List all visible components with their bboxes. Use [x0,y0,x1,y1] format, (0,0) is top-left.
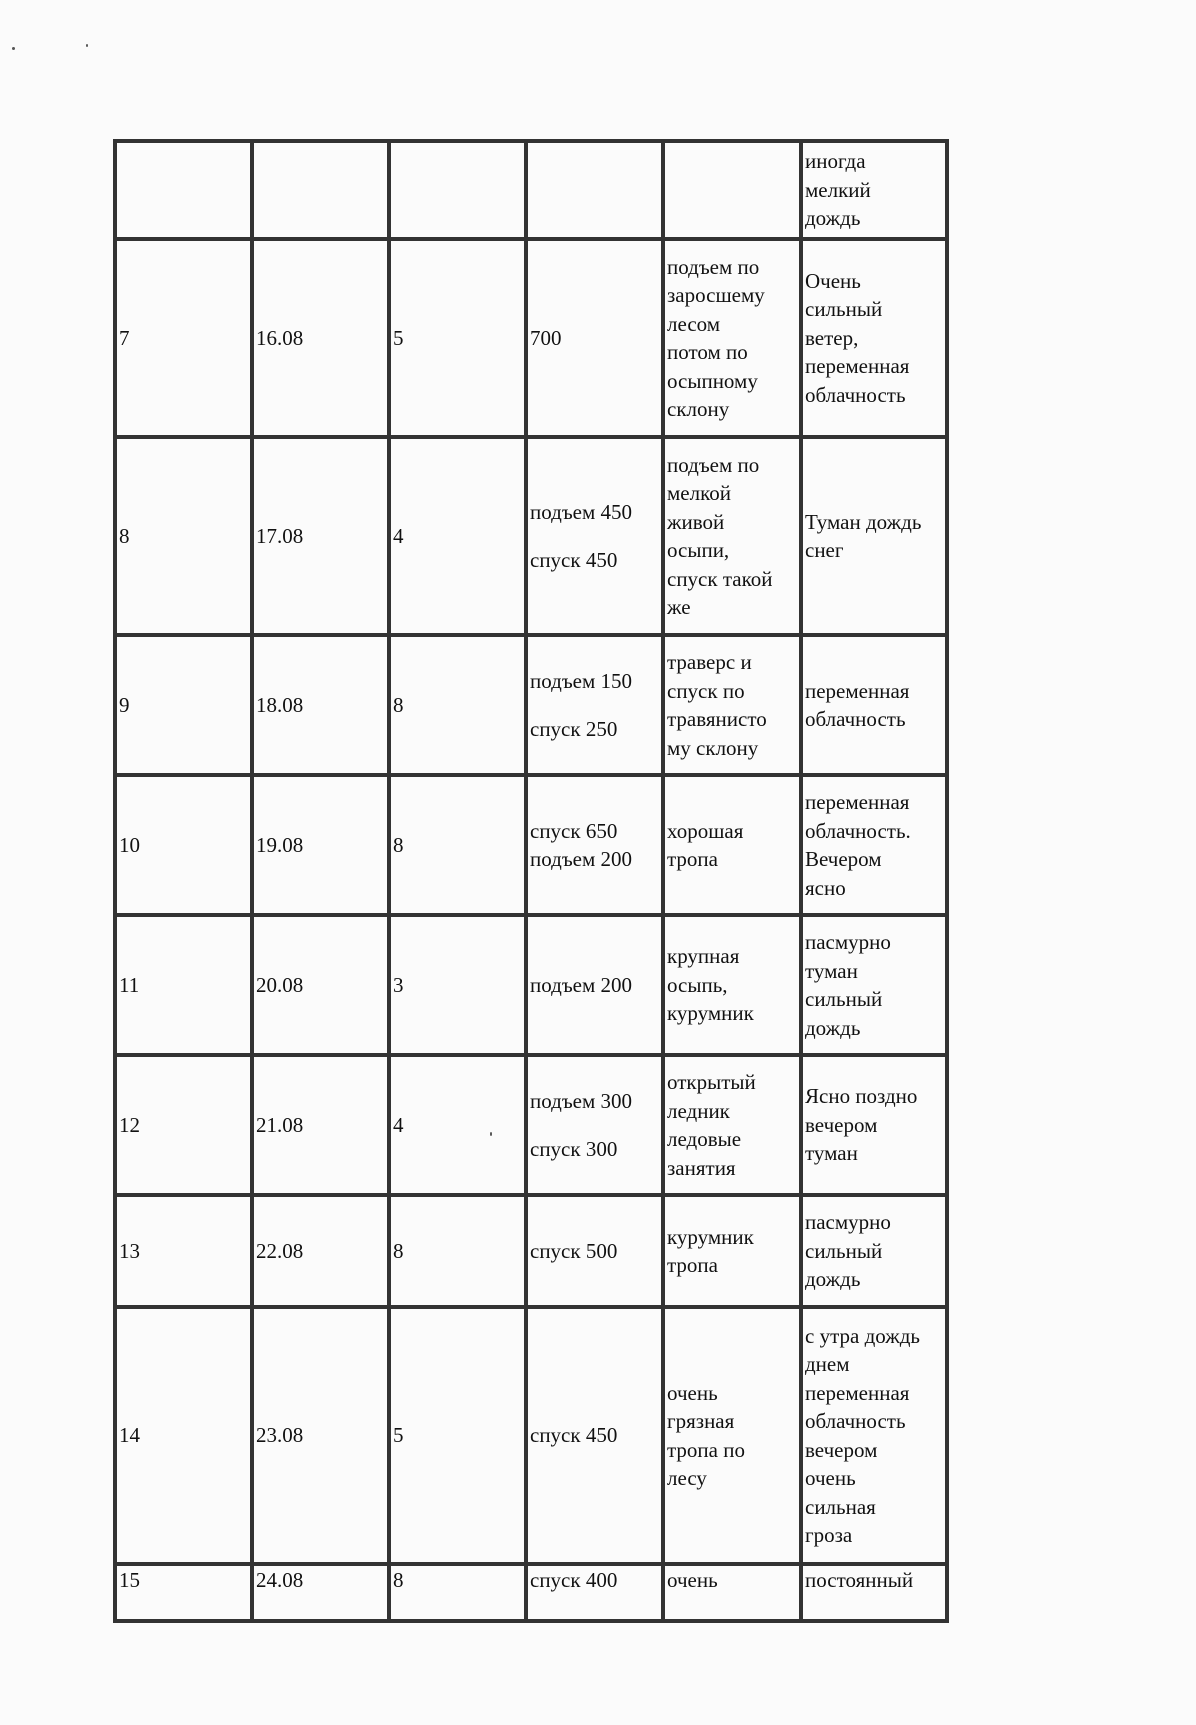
cell-line: подъем 300 [530,1088,633,1113]
table-row [115,775,947,915]
cell-line: Туман дождь [805,509,922,534]
cell-weather [801,1307,947,1564]
cell-hours [389,141,526,239]
cell-terrain [663,141,801,239]
cell-elevation [526,775,663,915]
cell-weather [801,775,947,915]
cell-date: 17.08 [252,437,389,635]
cell-line: спуск 300 [530,1137,618,1161]
cell-line: очень [667,1380,718,1405]
cell-elevation [526,915,663,1055]
cell-line: спуск 400 [530,1568,618,1592]
cell-line: очень [805,1466,856,1490]
cell-day-number: 10 [115,775,252,915]
cell-line: сильный [805,1238,883,1263]
cell-day-number: 14 [115,1307,252,1564]
cell-elevation [526,239,663,437]
cell-line: пасмурно [805,1210,891,1235]
cell-line: осыпь, [667,972,728,997]
cell-line: Ясно поздно [805,1084,918,1109]
cell-line: облачность [805,707,906,731]
cell-line: гроза [805,1523,853,1547]
cell-line: Очень [805,268,861,293]
cell-day-number: 13 [115,1195,252,1307]
cell-terrain [663,775,801,915]
cell-line: ветер, [805,325,859,350]
table-row [115,915,947,1055]
cell-date: 20.08 [252,915,389,1055]
cell-line: спуск 450 [530,548,618,572]
cell-line: мелкий [805,177,871,202]
cell-line: переменная [805,1380,910,1405]
cell-line: открытый [667,1070,756,1094]
cell-line: переменная [805,790,910,814]
table-row [115,1307,947,1564]
table-row [115,1195,947,1307]
cell-day-number: 8 [115,437,252,635]
cell-line: лесу [667,1466,707,1490]
cell-hours: 5 [389,239,526,437]
cell-hours: 3 [389,915,526,1055]
cell-line: спуск 250 [530,717,618,741]
cell-line: Вечером [805,847,882,871]
cell-line: грязная [667,1409,735,1433]
cell-elevation [526,141,663,239]
table-row [115,141,947,239]
cell-elevation [526,1055,663,1195]
cell-line: заросшему [667,283,765,307]
cell-date: 23.08 [252,1307,389,1564]
cell-line: сильный [805,987,883,1011]
cell-line: подъем 450 [530,499,633,524]
cell-weather [801,1195,947,1307]
cell-day-number: 11 [115,915,252,1055]
cell-line: дождь [805,206,861,231]
line-gap [530,526,659,546]
cell-line: туман [805,958,858,983]
cell-hours: 8 [389,1195,526,1307]
route-table [113,139,949,1623]
cell-line: пасмурно [805,930,891,954]
cell-day-number: 12 [115,1055,252,1195]
cell-weather [801,141,947,239]
cell-line: тропа по [667,1437,745,1462]
cell-line: лесом [667,311,721,336]
cell-line: 700 [530,325,562,350]
cell-line: крупная [667,944,740,969]
cell-line: мелкой [667,481,731,505]
scan-speck [86,44,88,47]
cell-line: сильная [805,1494,876,1519]
cell-line: подъем по [667,254,760,279]
cell-line: хорошая [667,818,744,843]
cell-line: осыпи, [667,538,730,562]
cell-day-number [115,141,252,239]
cell-terrain [663,915,801,1055]
cell-weather [801,1564,947,1621]
cell-date: 16.08 [252,239,389,437]
cell-line: ледник [667,1098,730,1123]
table-row [115,239,947,437]
cell-line: спуск 450 [530,1423,618,1448]
cell-line: спуск по [667,678,745,703]
cell-day-number: 15 [115,1564,252,1621]
cell-line: осыпному [667,368,758,393]
cell-terrain [663,1307,801,1564]
cell-line: постоянный [805,1568,914,1592]
route-table-wrapper [113,139,949,1623]
cell-line: тропа [667,1253,718,1277]
cell-weather [801,915,947,1055]
cell-elevation [526,1307,663,1564]
cell-line: вечером [805,1112,878,1137]
cell-hours: 4 [389,437,526,635]
cell-line: живой [667,509,725,534]
cell-terrain [663,1195,801,1307]
cell-terrain [663,635,801,775]
table-row [115,1055,947,1195]
cell-line: облачность. [805,818,911,843]
cell-terrain [663,1055,801,1195]
cell-line: травянисто [667,707,767,731]
cell-hours: 8 [389,775,526,915]
cell-line: курумник [667,1224,754,1249]
table-row [115,437,947,635]
cell-line: дождь [805,1015,861,1040]
route-table-body [115,141,947,1621]
cell-hours: 4 [389,1055,526,1195]
cell-line: облачность [805,382,906,407]
cell-line: подъем 150 [530,668,633,693]
cell-elevation [526,1564,663,1621]
cell-date: 18.08 [252,635,389,775]
cell-line: же [667,595,691,619]
cell-date: 22.08 [252,1195,389,1307]
line-gap [530,1115,659,1135]
cell-line: спуск такой [667,566,773,591]
scan-speck [490,1132,492,1136]
cell-line: снег [805,538,844,562]
cell-line: занятия [667,1155,736,1180]
cell-line: вечером [805,1437,878,1462]
cell-line: облачность [805,1409,906,1433]
cell-line: туман [805,1141,858,1166]
cell-line: курумник [667,1001,754,1026]
cell-weather [801,635,947,775]
cell-terrain [663,437,801,635]
cell-date: 24.08 [252,1564,389,1621]
cell-date: 21.08 [252,1055,389,1195]
cell-line: переменная [805,354,910,379]
cell-hours: 5 [389,1307,526,1564]
cell-line: ясно [805,875,846,900]
cell-line: му склону [667,735,759,760]
cell-hours: 8 [389,1564,526,1621]
cell-line: подъем 200 [530,972,633,997]
cell-terrain [663,1564,801,1621]
cell-elevation [526,1195,663,1307]
cell-line: подъем 200 [530,847,633,871]
cell-line: днем [805,1352,850,1376]
cell-day-number: 7 [115,239,252,437]
cell-terrain [663,239,801,437]
table-row [115,1564,947,1621]
cell-line: тропа [667,847,718,871]
cell-line: дождь [805,1267,861,1292]
cell-date: 19.08 [252,775,389,915]
cell-hours: 8 [389,635,526,775]
scan-speck [12,47,15,50]
cell-line: склону [667,397,730,421]
cell-line: потом по [667,340,748,364]
cell-line: подъем по [667,452,760,477]
cell-line: иногда [805,149,866,174]
cell-elevation [526,437,663,635]
cell-line: спуск 500 [530,1238,618,1263]
cell-elevation [526,635,663,775]
cell-line: спуск 650 [530,818,618,843]
line-gap [530,695,659,715]
cell-line: с утра дождь [805,1323,921,1348]
cell-line: траверс и [667,650,752,674]
cell-day-number: 9 [115,635,252,775]
cell-line: очень [667,1568,718,1592]
cell-line: ледовые [667,1127,742,1151]
cell-weather [801,1055,947,1195]
cell-line: сильный [805,297,883,322]
cell-weather [801,239,947,437]
cell-line: переменная [805,678,910,703]
cell-weather [801,437,947,635]
cell-date [252,141,389,239]
table-row [115,635,947,775]
